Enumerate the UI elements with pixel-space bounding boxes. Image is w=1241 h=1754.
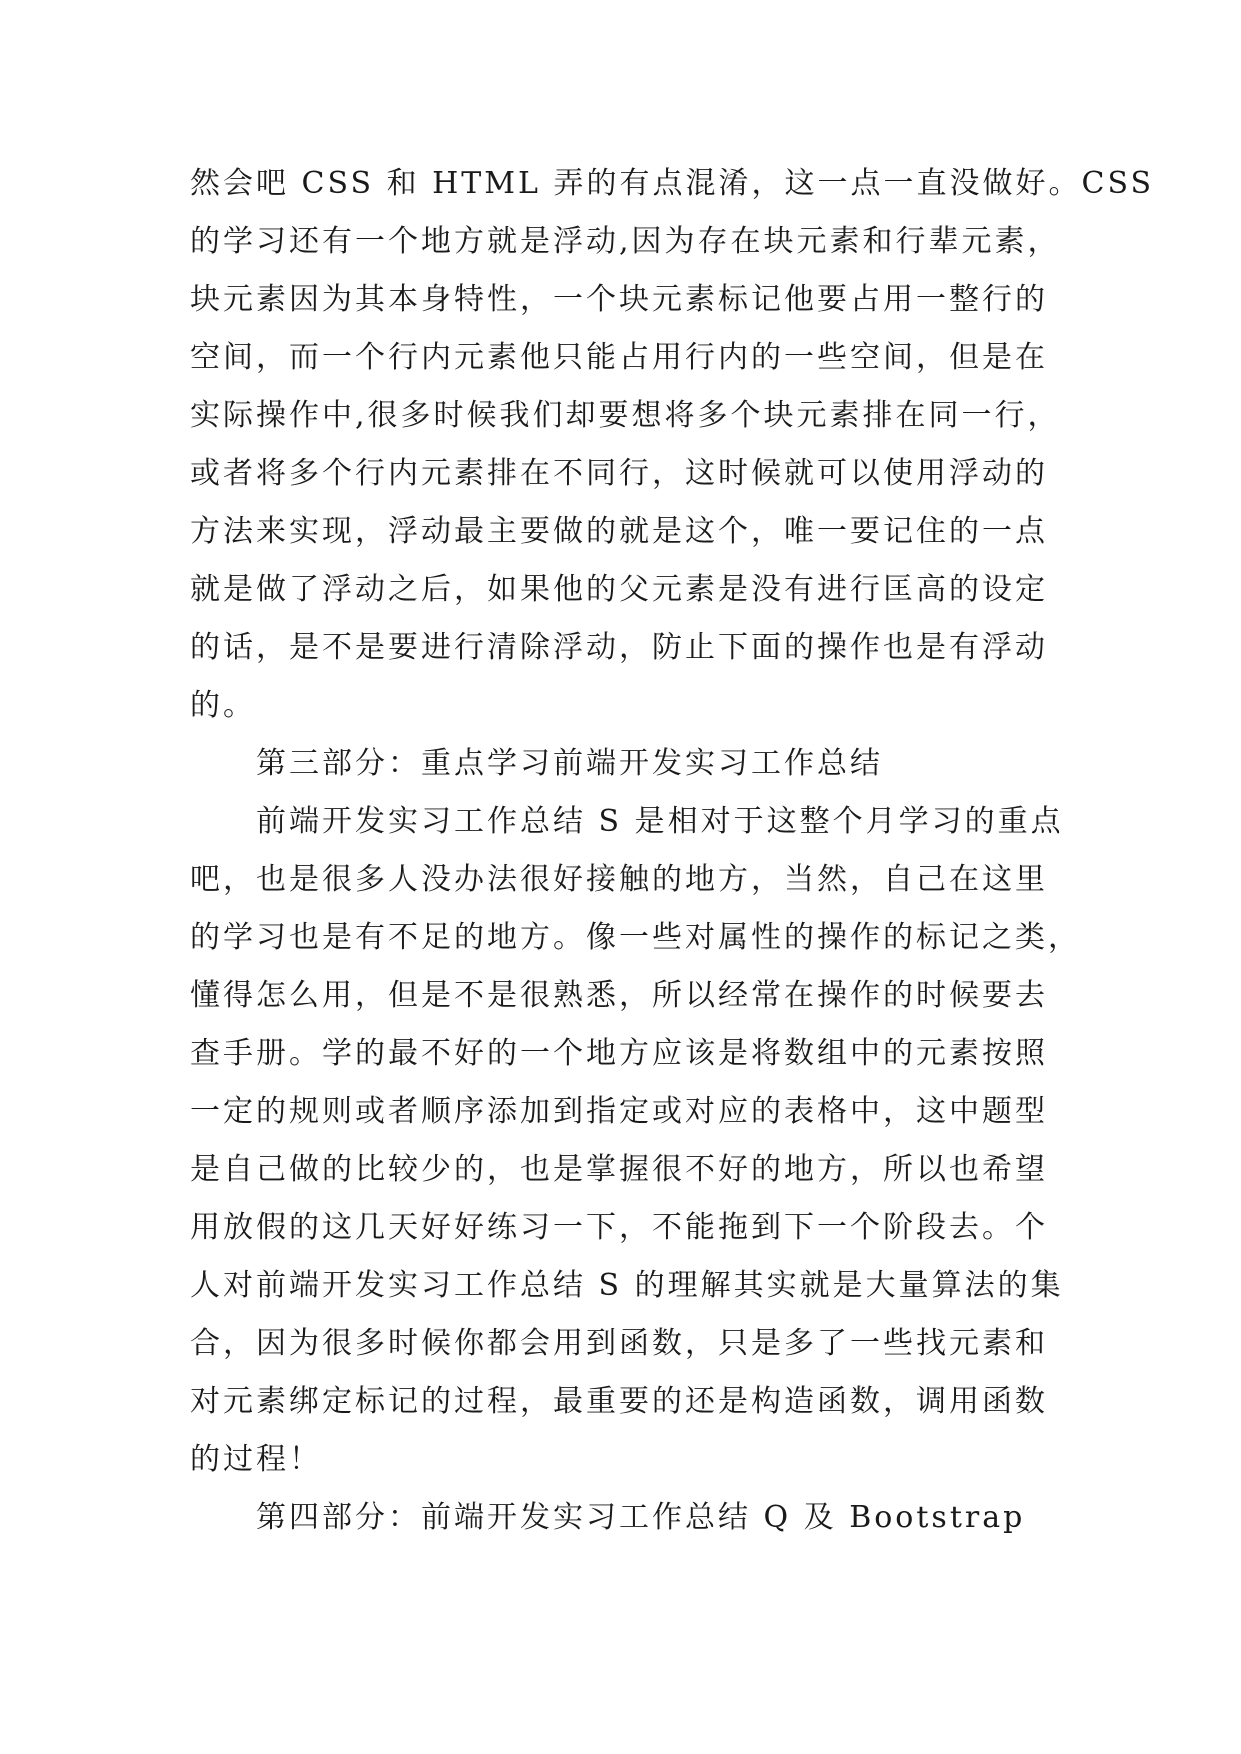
paragraph-line: 一定的规则或者顺序添加到指定或对应的表格中，这中题型 (190, 1094, 1048, 1129)
section-heading-4: 第四部分：前端开发实习工作总结 Q 及 Bootstrap (256, 1500, 1026, 1535)
paragraph-line: 是自己做的比较少的，也是掌握很不好的地方，所以也希望 (190, 1152, 1048, 1187)
paragraph-line: 的。 (190, 688, 256, 723)
paragraph-line: 懂得怎么用，但是不是很熟悉，所以经常在操作的时候要去 (190, 978, 1048, 1013)
paragraph-line: 合，因为很多时候你都会用到函数，只是多了一些找元素和 (190, 1326, 1048, 1361)
paragraph-line: 空间，而一个行内元素他只能占用行内的一些空间，但是在 (190, 340, 1048, 375)
paragraph-line: 就是做了浮动之后，如果他的父元素是没有进行匡高的设定 (190, 572, 1048, 607)
paragraph-line: 或者将多个行内元素排在不同行，这时候就可以使用浮动的 (190, 456, 1048, 491)
paragraph-line: 实际操作中,很多时候我们却要想将多个块元素排在同一行， (190, 398, 1061, 433)
paragraph-line: 的过程！ (190, 1442, 322, 1477)
section-heading-3: 第三部分：重点学习前端开发实习工作总结 (256, 746, 883, 781)
paragraph-line: 的话，是不是要进行清除浮动，防止下面的操作也是有浮动 (190, 630, 1048, 665)
paragraph-line: 块元素因为其本身特性，一个块元素标记他要占用一整行的 (190, 282, 1048, 317)
paragraph-line: 的学习也是有不足的地方。像一些对属性的操作的标记之类， (190, 920, 1081, 955)
paragraph-line: 人对前端开发实习工作总结 S 的理解其实就是大量算法的集 (190, 1268, 1064, 1303)
paragraph-line: 然会吧 CSS 和 HTML 弄的有点混淆，这一点一直没做好。CSS (190, 166, 1155, 201)
paragraph-line: 吧，也是很多人没办法很好接触的地方，当然，自己在这里 (190, 862, 1048, 897)
paragraph-line: 对元素绑定标记的过程，最重要的还是构造函数，调用函数 (190, 1384, 1048, 1419)
paragraph-line: 前端开发实习工作总结 S 是相对于这整个月学习的重点 (256, 804, 1064, 839)
paragraph-line: 用放假的这几天好好练习一下，不能拖到下一个阶段去。个 (190, 1210, 1048, 1245)
paragraph-line: 方法来实现，浮动最主要做的就是这个，唯一要记住的一点 (190, 514, 1048, 549)
paragraph-line: 查手册。学的最不好的一个地方应该是将数组中的元素按照 (190, 1036, 1048, 1071)
paragraph-line: 的学习还有一个地方就是浮动,因为存在块元素和行辈元素， (190, 224, 1061, 259)
